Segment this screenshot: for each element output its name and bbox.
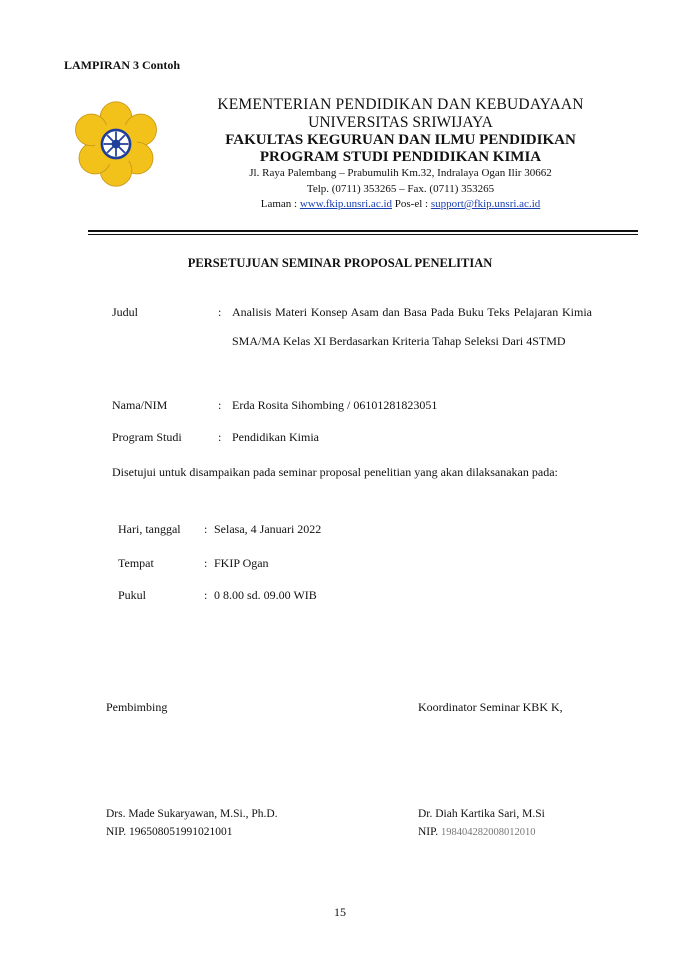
phone-fax: Telp. (0711) 353265 – Fax. (0711) 353265: [306, 182, 495, 195]
letterhead: [178, 96, 623, 212]
nama-value: Erda Rosita Sihombing / 06101281823051: [232, 398, 438, 412]
program-name: PROGRAM STUDI PENDIDIKAN KIMIA: [259, 148, 542, 165]
right-nip-value: 198404282008012010: [441, 827, 536, 838]
page-number: 15: [334, 905, 346, 919]
left-signer-nip: NIP. 196508051991021001: [106, 826, 233, 838]
laman-label: Laman :: [260, 197, 300, 210]
faculty-name: FAKULTAS KEGURUAN DAN ILMU PENDIDIKAN: [225, 131, 576, 148]
right-nip-label: NIP.: [418, 826, 442, 838]
university-logo-icon: [72, 100, 160, 188]
prodi-colon: :: [218, 430, 222, 444]
university-name: UNIVERSITAS SRIWIJAYA: [308, 113, 493, 131]
contact-line: [178, 197, 623, 212]
pukul-colon: :: [204, 588, 208, 602]
hari-colon: :: [204, 522, 208, 536]
tempat-value: FKIP Ogan: [214, 556, 269, 570]
judul-colon: :: [218, 305, 222, 319]
hari-label: Hari, tanggal: [118, 522, 181, 536]
judul-label: Judul: [112, 305, 139, 319]
address: Jl. Raya Palembang – Prabumulih Km.32, Indralaya Ogan Ilir 30662: [249, 167, 552, 180]
nama-colon: :: [218, 398, 222, 412]
letterhead-divider-thin: [88, 234, 638, 235]
right-signer-role: Koordinator Seminar KBK K,: [418, 700, 563, 714]
prodi-label: Program Studi: [112, 430, 182, 444]
hari-value: Selasa, 4 Januari 2022: [214, 522, 322, 536]
prodi-value: Pendidikan Kimia: [232, 430, 319, 444]
email-label: Pos-el :: [392, 197, 431, 210]
right-signer-nip-line: [418, 826, 536, 838]
website-link[interactable]: www.fkip.unsri.ac.id: [299, 197, 393, 210]
lampiran-label: LAMPIRAN 3 Contoh: [64, 58, 181, 72]
approval-paragraph: Disetujui untuk disampaikan pada seminar proposal penelitian yang akan dilaksanakan pada:: [112, 465, 558, 479]
ministry-name: KEMENTERIAN PENDIDIKAN DAN KEBUDAYAAN: [217, 96, 584, 113]
left-signer-role: Pembimbing: [106, 700, 168, 714]
pukul-label: Pukul: [118, 588, 147, 602]
tempat-label: Tempat: [118, 556, 154, 570]
pukul-value: 0 8.00 sd. 09.00 WIB: [214, 588, 317, 602]
tempat-colon: :: [204, 556, 208, 570]
document-title: PERSETUJUAN SEMINAR PROPOSAL PENELITIAN: [187, 256, 493, 270]
left-signer-name: Drs. Made Sukaryawan, M.Si., Ph.D.: [106, 808, 278, 820]
right-signer-name: Dr. Diah Kartika Sari, M.Si: [418, 808, 545, 820]
judul-value: Analisis Materi Konsep Asam dan Basa Pada Buku Teks Pelajaran Kimia SMA/MA Kelas XI Berdasarkan Kriteria Tahap Seleksi Dari 4STMD: [232, 305, 592, 348]
letterhead-divider: [88, 230, 638, 232]
nama-label: Nama/NIM: [112, 398, 168, 412]
email-link[interactable]: support@fkip.unsri.ac.id: [430, 197, 541, 210]
